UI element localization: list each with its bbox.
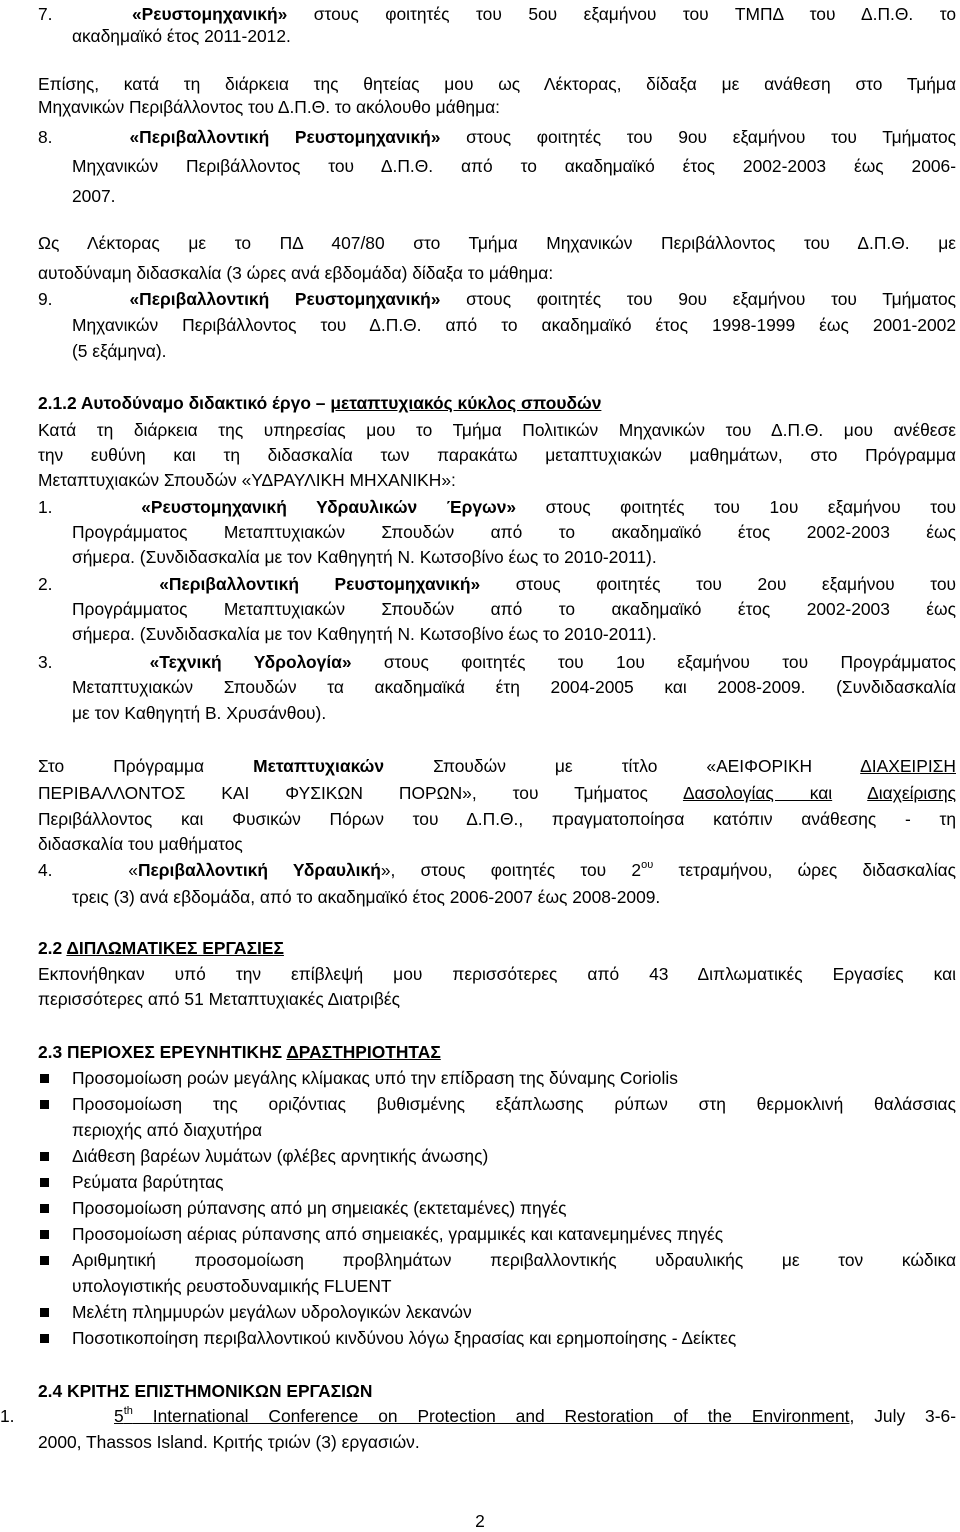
research-item-6: Προσομοίωση αέριας ρύπανσης από σημειακές, γραμμικές και κατανεμημένες πηγές [72,1224,724,1244]
pg-item-1-line-1: 1. «Ρευστομηχανική Υδραυλικών Έργων» στους φοιτητές του 1ου εξαμήνου του [38,497,957,517]
section-2-2-heading: 2.2 ΔΙΠΛΩΜΑΤΙΚΕΣ ΕΡΓΑΣΙΕΣ [38,938,284,958]
pg-item-2-line-1: 2. «Περιβαλλοντική Ρευστομηχανική» στους φοιτητές του 2ου εξαμήνου του [38,574,957,594]
research-item-7: Αριθμητική προσομοίωση προβλημάτων περιβαλλοντικής υδραυλικής με τον κώδικα [72,1250,956,1270]
item-8-line-3: 2007. [72,186,116,206]
research-item-3: Διάθεση βαρέων λυμάτων (φλέβες αρνητικής άνωσης) [72,1146,489,1166]
programme-line-2: ΠΕΡΙΒΑΛΛΟΝΤΟΣ ΚΑΙ ΦΥΣΙΚΩΝ ΠΟΡΩΝ», του Τμήματος Δασολογίας και Διαχείρισης [38,783,956,803]
research-item-4: Ρεύματα βαρύτητας [72,1172,224,1192]
section-2-1-2-line-1: Κατά τη διάρκεια της υπηρεσίας μου το Τμήμα Πολιτικών Μηχανικών του Δ.Π.Θ. μου ανέθεσε [38,420,956,440]
research-item-2-cont: περιοχής από διαχυτήρα [72,1120,263,1140]
pg-item-3-line-3: με τον Καθηγητή Β. Χρυσάνθου). [72,703,327,723]
section-2-2-line-2: περισσότερες από 51 Μεταπτυχιακές Διατριβές [38,989,400,1009]
section-2-3-heading: 2.3 ΠΕΡΙΟΧΕΣ ΕΡΕΥΝΗΤΙΚΗΣ ΔΡΑΣΤΗΡΙΟΤΗΤΑΣ [38,1042,441,1062]
pd-line-1: Ως Λέκτορας με το ΠΔ 407/80 στο Τμήμα Μηχανικών Περιβάλλοντος του Δ.Π.Θ. με [38,233,956,253]
bullet-icon [40,1100,49,1109]
page-number: 2 [475,1511,485,1531]
bullet-icon [40,1230,49,1239]
pd-line-2: αυτοδύναμη διδασκαλία (3 ώρες ανά εβδομάδα) δίδαξα το μάθημα: [38,263,554,283]
pg-item-4-line-1: 4. «Περιβαλλοντική Υδραυλική», στους φοιτητές του $2^{o\upsilon}$ τετραμήνου, ώρες διδασκαλίας [38,859,957,880]
programme-line-1: Στο Πρόγραμμα Μεταπτυχιακών Σπουδών με τίτλο «ΑΕΙΦΟΡΙΚΗ ΔΙΑΧΕΙΡΙΣΗ [38,756,956,776]
bullet-icon [40,1308,49,1317]
item-9-line-3: (5 εξάμηνα). [72,341,167,361]
item-7-line-1: 7. «Ρευστομηχανική» στους φοιτητές του 5ου εξαμήνου του ΤΜΠΔ του Δ.Π.Θ. το [38,4,956,24]
research-item-1: Προσομοίωση ροών μεγάλης κλίμακας υπό την επίδραση της δύναμης Coriolis [72,1068,678,1088]
section-2-1-2-heading: 2.1.2 Αυτοδύναμο διδακτικό έργο – μεταπτυχιακός κύκλος σπουδών [38,393,602,413]
intro-line-2: Μηχανικών Περιβάλλοντος του Δ.Π.Θ. το ακόλουθο μάθημα: [38,97,500,117]
item-8-line-2: Μηχανικών Περιβάλλοντος του Δ.Π.Θ. από το ακαδημαϊκό έτος 2002-2003 έως 2006- [72,156,956,176]
section-2-1-2-line-2: την ευθύνη και τη διδασκαλία των παρακάτω μεταπτυχιακών μαθημάτων, στο Πρόγραμμα [38,445,956,465]
research-item-8: Μελέτη πλημμυρών μεγάλων υδρολογικών λεκανών [72,1302,472,1322]
bullet-icon [40,1178,49,1187]
bullet-icon [40,1152,49,1161]
bullet-icon [40,1334,49,1343]
pg-item-3-line-2: Μεταπτυχιακών Σπουδών τα ακαδημαϊκά έτη 2004-2005 και 2008-2009. (Συνδιδασκαλία [72,677,956,697]
pg-item-2-line-3: σήμερα. (Συνδιδασκαλία με τον Καθηγητή Ν. Κωτσοβίνο έως το 2010-2011). [72,624,657,644]
bullet-icon [40,1256,49,1265]
pg-item-4-line-2: τρεις (3) ανά εβδομάδα, από το ακαδημαϊκό έτος 2006-2007 έως 2008-2009. [72,887,661,907]
item-9-line-1: 9. «Περιβαλλοντική Ρευστομηχανική» στους φοιτητές του 9ου εξαμήνου του Τμήματος [38,289,957,309]
programme-line-4: διδασκαλία του μαθήματος [38,834,243,854]
section-2-2-line-1: Εκπονήθηκαν υπό την επίβλεψή μου περισσότερες από 43 Διπλωματικές Εργασίες και [38,964,956,984]
item-7-line-2: ακαδημαϊκό έτος 2011-2012. [72,26,291,46]
bullet-icon [40,1074,49,1083]
review-item-1-line-2: 2000, Thassos Island. Κριτής τριών (3) εργασιών. [38,1432,420,1452]
pg-item-2-line-2: Προγράμματος Μεταπτυχιακών Σπουδών από το ακαδημαϊκό έτος 2002-2003 έως [72,599,956,619]
conference-title: 5th International Conference on Protection and Restoration of the Environment [114,1405,850,1426]
item-8-line-1: 8. «Περιβαλλοντική Ρευστομηχανική» στους φοιτητές του 9ου εξαμήνου του Τμήματος [38,127,957,147]
research-item-2: Προσομοίωση της οριζόντιας βυθισμένης εξάπλωσης ρύπων στη θερμοκλινή θαλάσσιας [72,1094,956,1114]
section-2-1-2-line-3: Μεταπτυχιακών Σπουδών «ΥΔΡΑΥΛΙΚΗ ΜΗΧΑΝΙΚΗ»: [38,470,456,490]
review-item-1-line-1: 1. 5th International Conference on Protection and Restoration of the Environment, July 3-6- [0,1405,956,1426]
research-item-5: Προσομοίωση ρύπανσης από μη σημειακές (εκτεταμένες) πηγές [72,1198,567,1218]
section-2-4-heading: 2.4 ΚΡΙΤΗΣ ΕΠΙΣΤΗΜΟΝΙΚΩΝ ΕΡΓΑΣΙΩΝ [38,1381,373,1401]
research-item-7-cont: υπολογιστικής ρευστοδυναμικής FLUENT [72,1276,392,1296]
pg-item-1-line-2: Προγράμματος Μεταπτυχιακών Σπουδών από το ακαδημαϊκό έτος 2002-2003 έως [72,522,956,542]
bullet-icon [40,1204,49,1213]
research-item-9: Ποσοτικοποίηση περιβαλλοντικού κινδύνου λόγω ξηρασίας και ερημοποίησης - Δείκτες [72,1328,737,1348]
programme-line-3: Περιβάλλοντος και Φυσικών Πόρων του Δ.Π.Θ., πραγματοποίησα κατόπιν ανάθεσης - τη [38,809,956,829]
pg-item-3-line-1: 3. «Τεχνική Υδρολογία» στους φοιτητές του 1ου εξαμήνου του Προγράμματος [38,652,956,672]
pg-item-1-line-3: σήμερα. (Συνδιδασκαλία με τον Καθηγητή Ν. Κωτσοβίνο έως το 2010-2011). [72,547,657,567]
item-9-line-2: Μηχανικών Περιβάλλοντος του Δ.Π.Θ. από το ακαδημαϊκό έτος 1998-1999 έως 2001-2002 [72,315,956,335]
intro-line-1: Επίσης, κατά τη διάρκεια της θητείας μου ως Λέκτορας, δίδαξα με ανάθεση στο Τμήμα [38,74,956,94]
